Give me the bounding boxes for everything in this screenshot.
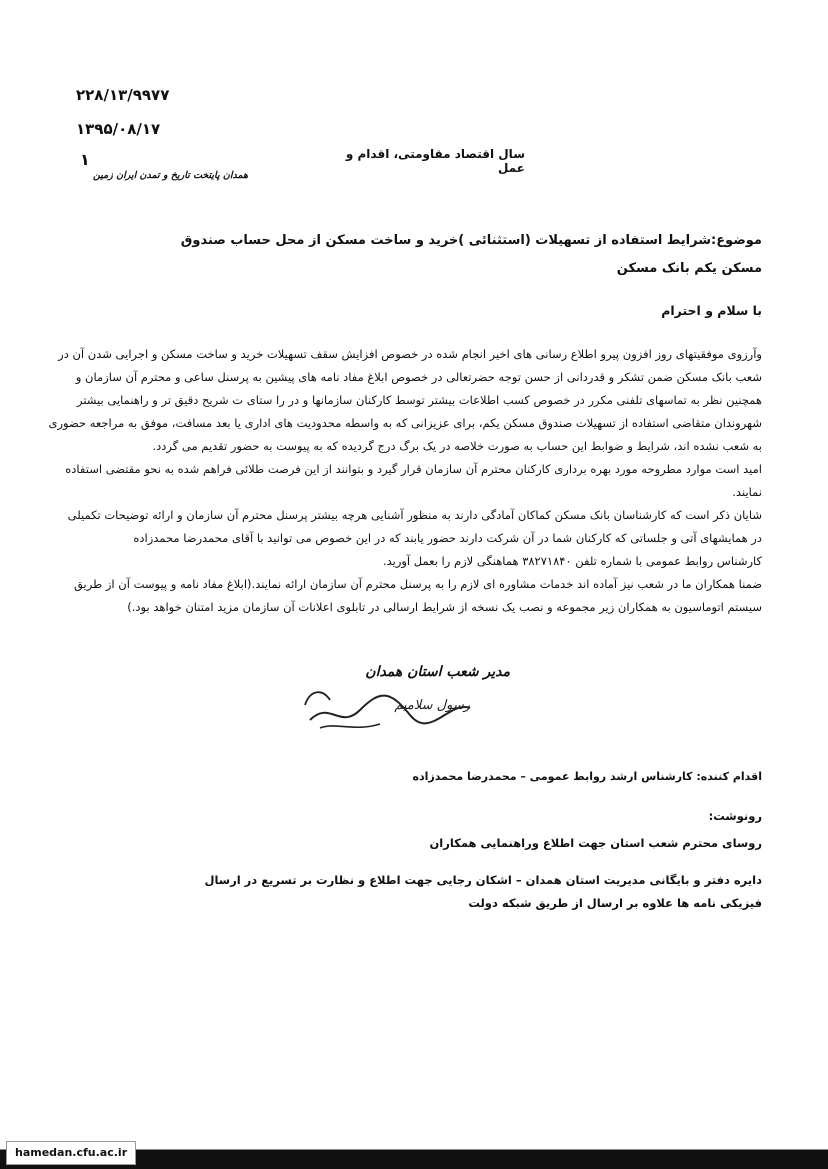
body-paragraph-1 xyxy=(48,343,762,458)
letter-body xyxy=(48,343,762,619)
cc-line-1: روسای محترم شعب استان جهت اطلاع وراهنمایی همکاران xyxy=(429,836,762,850)
footer-site-label: hamedan.cfu.ac.ir xyxy=(6,1141,136,1165)
cc-label: رونوشت: xyxy=(708,809,762,823)
body-line: شعب بانک مسکن ضمن تشکر و قدردانی از حسن توجه حضرتعالی در خصوص ابلاغ مفاد نامه های پیشین به پرسنل ساعی و محترم آن سازمان و xyxy=(75,370,762,384)
body-line: امید است موارد مطروحه مورد بهره برداری کارکنان محترم آن سازمان قرار گیرد و بتوانند از این فرصت طلائی فراهم شده به نحو مقتضی استفاده xyxy=(65,462,762,476)
cc-line-2: دایره دفتر و بایگانی مدیریت استان همدان – اشکان رجایی جهت اطلاع و نظارت بر تسریع در ارسال xyxy=(204,873,762,887)
body-line: شایان ذکر است که کارشناسان بانک مسکن کماکان آمادگی دارند به منظور آشنایی هرچه بیشتر پرسنل محترم آن سازمان و ارائه توضیحات تکمیلی xyxy=(67,508,762,522)
signature-block xyxy=(300,660,510,735)
city-motto: همدان پایتخت تاریخ و تمدن ایران زمین xyxy=(93,170,248,181)
body-line: سیستم اتوماسیون به همکاران زیر مجموعه و نصب یک نسخه از شرایط ارسالی در تابلوی اعلانات آن سازمان مزید امتنان خواهد بود.) xyxy=(127,600,762,614)
body-line: نمایند. xyxy=(732,485,762,499)
greeting: با سلام و احترام xyxy=(661,303,762,318)
body-line: به شعب نشده اند، شرایط و ضوابط این حساب به صورت خلاصه در یک برگ درج گردیده که به پیوست به حضور تقدیم می گردد. xyxy=(152,439,762,453)
signature-title: مدیر شعب استان همدان xyxy=(365,664,510,680)
attachment-mark: ۱ xyxy=(80,150,90,169)
action-by: اقدام کننده: کارشناس ارشد روابط عمومی – محمدرضا محمدزاده xyxy=(412,770,762,783)
body-line: شهروندان متقاضی استفاده از تسهیلات صندوق مسکن یکم، برای عزیزانی که به واسطه محدودیت های اداری یا بعد مسافت، موفق به مراجعه حضوری xyxy=(48,416,762,430)
letter-date: ۱۳۹۵/۰۸/۱۷ xyxy=(76,120,161,138)
body-paragraph-3 xyxy=(48,504,762,573)
slogan: سال اقتصاد مقاومتی، اقدام و عمل xyxy=(345,147,525,175)
body-line: ضمنا همکاران ما در شعب نیز آماده اند خدمات مشاوره ای لازم را به پرسنل محترم آن سازمان ارائه نمایند.(ابلاغ مفاد نامه و پیوست آن از طریق xyxy=(73,577,762,591)
subject-line-1: موضوع:شرایط استفاده از تسهیلات (استثنائی )خرید و ساخت مسکن از محل حساب صندوق xyxy=(180,233,762,248)
cc-line-3: فیزیکی نامه ها علاوه بر ارسال از طریق شبکه دولت xyxy=(468,896,762,910)
body-line: در همایشهای آتی و جلساتی که کارکنان شما در آن شرکت دارند حضور یابند که در این خصوص می توانید با آقای محمدرضا محمدزاده xyxy=(133,531,762,545)
letter-number: ۲۲۸/۱۳/۹۹۷۷ xyxy=(76,86,170,104)
body-paragraph-2 xyxy=(48,458,762,504)
subject-line-2: مسکن یکم بانک مسکن xyxy=(616,261,762,276)
signature-name: رسول سلامیم xyxy=(394,698,470,713)
body-line: همچنین نظر به تماسهای تلفنی مکرر در خصوص کسب اطلاعات بیشتر توسط کارکنان سازمانها و در را ستای ت شریح دقیق تر و راهنمایی بیشتر xyxy=(76,393,762,407)
body-line: وآرزوی موفقیتهای روز افزون پیرو اطلاع رسانی های اخیر انجام شده در خصوص افزایش سقف تسهیلات خرید و ساخت مسکن و اجرایی شدن آن در xyxy=(58,347,762,361)
body-line: کارشناس روابط عمومی با شماره تلفن ۳۸۲۷۱۸۴۰ هماهنگی لازم را بعمل آورید. xyxy=(382,554,762,568)
body-paragraph-4 xyxy=(48,573,762,619)
